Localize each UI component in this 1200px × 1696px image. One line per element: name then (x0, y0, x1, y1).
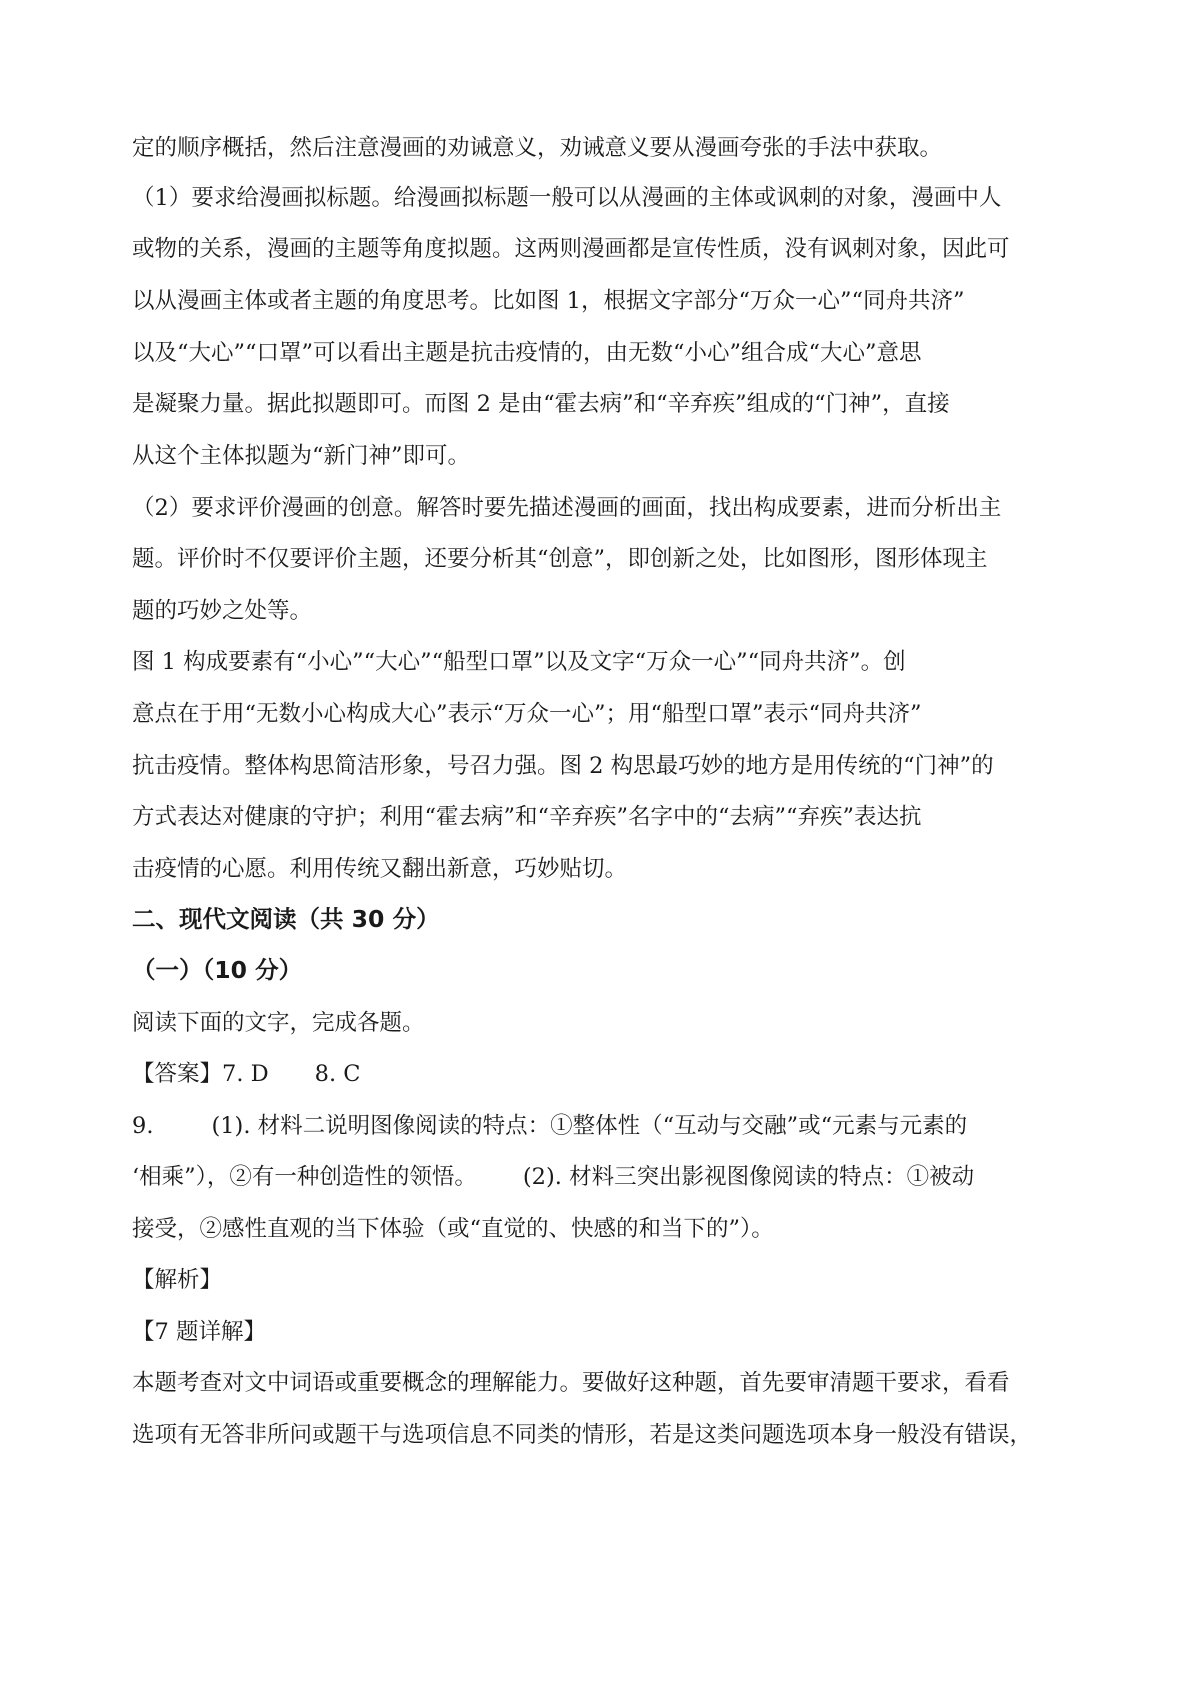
figure-note-line-5: 击疫情的心愿。利用传统又翻出新意，巧妙贴切。 (132, 856, 628, 882)
section-title: 二、现代文阅读（共 30 分） (132, 905, 440, 933)
part2-line-2: 题。评价时不仅要评价主题，还要分析其“创意”，即创新之处，比如图形，图形体现主 (132, 546, 988, 572)
q9-part-1: (1). 材料二说明图像阅读的特点：①整体性（“互动与交融”或“元素与元素的 (211, 1113, 968, 1139)
section-instruction: 阅读下面的文字，完成各题。 (132, 1010, 425, 1036)
section-subtitle: （一）（10 分） (132, 956, 303, 984)
answer-line (132, 1059, 1082, 1089)
part1-line-2: 或物的关系，漫画的主题等角度拟题。这两则漫画都是宣传性质，没有讽刺对象，因此可 (132, 236, 1010, 262)
answer-label: 【答案】7. D (132, 1061, 269, 1087)
q7-detail-label: 【7 题详解】 (132, 1319, 266, 1345)
part1-line-4: 以及“大心”“口罩”可以看出主题是抗击疫情的，由无数“小心”组合成“大心”意思 (132, 340, 922, 366)
q9-line-1 (132, 1111, 1082, 1141)
q9-number: 9. (132, 1113, 154, 1139)
part2-line-1: （2）要求评价漫画的创意。解答时要先描述漫画的画面，找出构成要素，进而分析出主 (132, 495, 1002, 521)
part1-line-6: 从这个主体拟题为“新门神”即可。 (132, 443, 471, 469)
q9-part-1-cont: ‘相乘”），②有一种创造性的领悟。 (132, 1164, 477, 1190)
part1-line-5: 是凝聚力量。据此拟题即可。而图 2 是由“霍去病”和“辛弃疾”组成的“门神”，直接 (132, 391, 950, 417)
figure-note-line-4: 方式表达对健康的守护；利用“霍去病”和“辛弃疾”名字中的“去病”“弃疾”表达抗 (132, 804, 922, 830)
q9-part-2: (2). 材料三突出影视图像阅读的特点：①被动 (522, 1164, 975, 1190)
figure-note-line-1: 图 1 构成要素有“小心”“大心”“船型口罩”以及文字“万众一心”“同舟共济”。创 (132, 649, 906, 675)
analysis-intro-line: 定的顺序概括，然后注意漫画的劝诫意义，劝诫意义要从漫画夸张的手法中获取。 (132, 135, 943, 161)
part2-line-3: 题的巧妙之处等。 (132, 598, 313, 624)
figure-note-line-2: 意点在于用“无数小心构成大心”表示“万众一心”；用“船型口罩”表示“同舟共济” (132, 701, 922, 727)
figure-note-line-3: 抗击疫情。整体构思简洁形象，号召力强。图 2 构思最巧妙的地方是用传统的“门神”的 (132, 753, 994, 779)
answer-q8: 8. C (314, 1061, 361, 1087)
explain-line-2: 选项有无答非所问或题干与选项信息不同类的情形，若是这类问题选项本身一般没有错误， (132, 1422, 1033, 1448)
part1-line-3: 以从漫画主体或者主题的角度思考。比如图 1，根据文字部分“万众一心”“同舟共济” (132, 288, 965, 314)
q9-line-3: 接受，②感性直观的当下体验（或“直觉的、快感的和当下的”）。 (132, 1216, 774, 1242)
explain-line-1: 本题考查对文中词语或重要概念的理解能力。要做好这种题，首先要审清题干要求，看看 (132, 1370, 1010, 1396)
explain-label: 【解析】 (132, 1267, 223, 1293)
part1-line-1: （1）要求给漫画拟标题。给漫画拟标题一般可以从漫画的主体或讽刺的对象，漫画中人 (132, 185, 1002, 211)
q9-line-2 (132, 1162, 1082, 1192)
